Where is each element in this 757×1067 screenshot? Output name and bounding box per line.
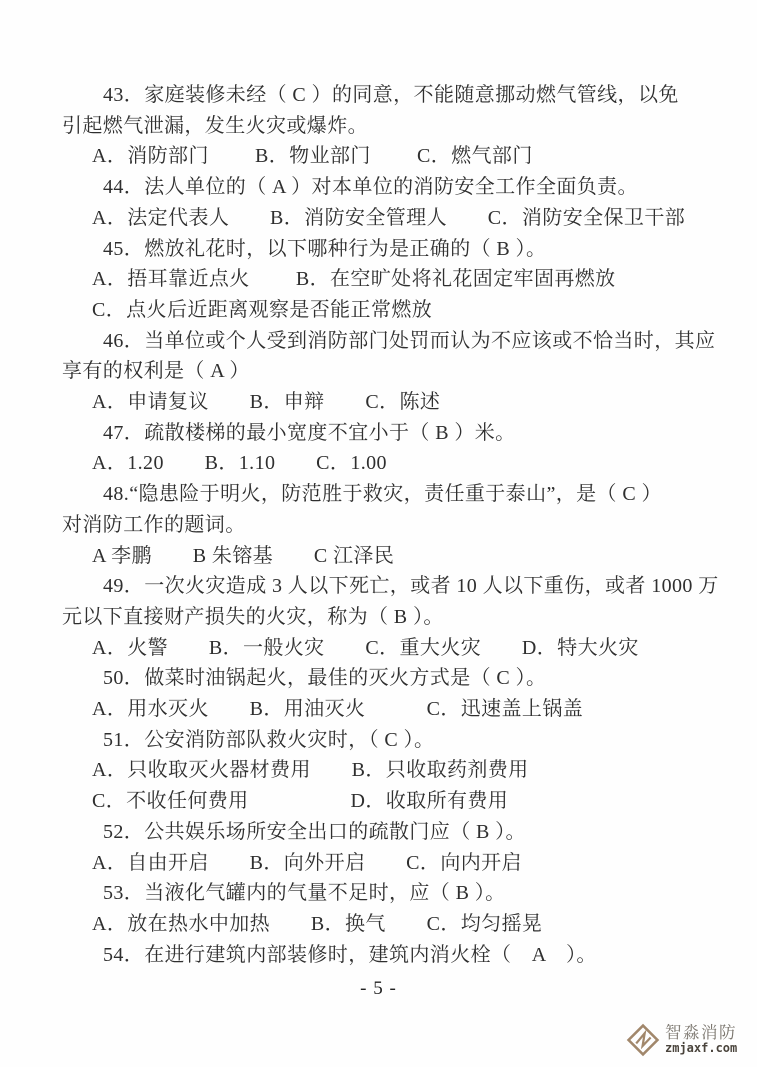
- question-list: [62, 80, 719, 970]
- question-line: 45．燃放礼花时，以下哪种行为是正确的（ B ）。: [103, 237, 547, 260]
- brand-watermark: [626, 1023, 737, 1057]
- question-line: 54．在进行建筑内部装修时，建筑内消火栓（ A ）。: [103, 943, 597, 966]
- option-line: C．不收任何费用 D．收取所有费用: [92, 790, 509, 813]
- question-line: 43．家庭装修未经（ C ）的同意，不能随意挪动燃气管线，以免: [103, 84, 679, 106]
- option-line: A．只收取灭火器材费用 B．只收取药剂费用: [92, 759, 529, 782]
- question-line: 53．当液化气罐内的气量不足时，应（ B ）。: [103, 882, 506, 905]
- option-line: A 李鹏 B 朱镕基 C 江泽民: [92, 544, 395, 567]
- brand-text-block: [665, 1025, 737, 1055]
- question-line: 44．法人单位的（ A ）对本单位的消防安全工作全面负责。: [103, 176, 638, 199]
- question-line: 47．疏散楼梯的最小宽度不宜小于（ B ）米。: [103, 421, 516, 444]
- option-line: A．法定代表人 B．消防安全管理人 C．消防安全保卫干部: [92, 206, 686, 229]
- question-line: 46．当单位或个人受到消防部门处罚而认为不应该或不恰当时，其应: [103, 329, 716, 352]
- brand-domain: zmjaxf.com: [665, 1041, 738, 1056]
- option-line: A．火警 B．一般火灾 C．重大火灾 D．特大火灾: [92, 636, 639, 659]
- option-line: A．1.20 B．1.10 C．1.00: [92, 452, 387, 475]
- page-number: - 5 -: [360, 978, 397, 999]
- question-line: 50．做菜时油锅起火，最佳的灭火方式是（ C ）。: [103, 667, 547, 690]
- continuation-line: 引起燃气泄漏，发生火灾或爆炸。: [62, 114, 368, 137]
- option-line: A．放在热水中加热 B．换气 C．均匀摇晃: [92, 912, 543, 935]
- option-line: A．自由开启 B．向外开启 C．向内开启: [92, 851, 522, 874]
- question-line: 48.“隐患险于明火，防范胜于救灾，责任重于泰山”，是（ C ）: [103, 483, 662, 506]
- option-line: C．点火后近距离观察是否能正常燃放: [92, 298, 433, 321]
- brand-name: 智淼消防: [665, 1024, 737, 1043]
- question-line: 51．公安消防部队救火灾时，（ C ）。: [103, 728, 435, 751]
- continuation-line: 对消防工作的题词。: [62, 513, 246, 536]
- option-line: A．消防部门 B．物业部门 C．燃气部门: [92, 145, 533, 168]
- continuation-line: 享有的权利是（ A ）: [62, 360, 250, 383]
- option-line: A．捂耳靠近点火 B．在空旷处将礼花固定牢固再燃放: [92, 268, 616, 291]
- zhimiao-logo-icon: [626, 1023, 660, 1057]
- continuation-line: 元以下直接财产损失的火灾，称为（ B ）。: [62, 605, 444, 628]
- option-line: A．申请复议 B．申辩 C．陈述: [92, 391, 441, 414]
- question-line: 52．公共娱乐场所安全出口的疏散门应（ B ）。: [103, 820, 526, 843]
- question-line: 49．一次火灾造成 3 人以下死亡，或者 10 人以下重伤，或者 1000 万: [103, 575, 719, 598]
- option-line: A．用水灭火 B．用油灭火 C．迅速盖上锅盖: [92, 698, 584, 721]
